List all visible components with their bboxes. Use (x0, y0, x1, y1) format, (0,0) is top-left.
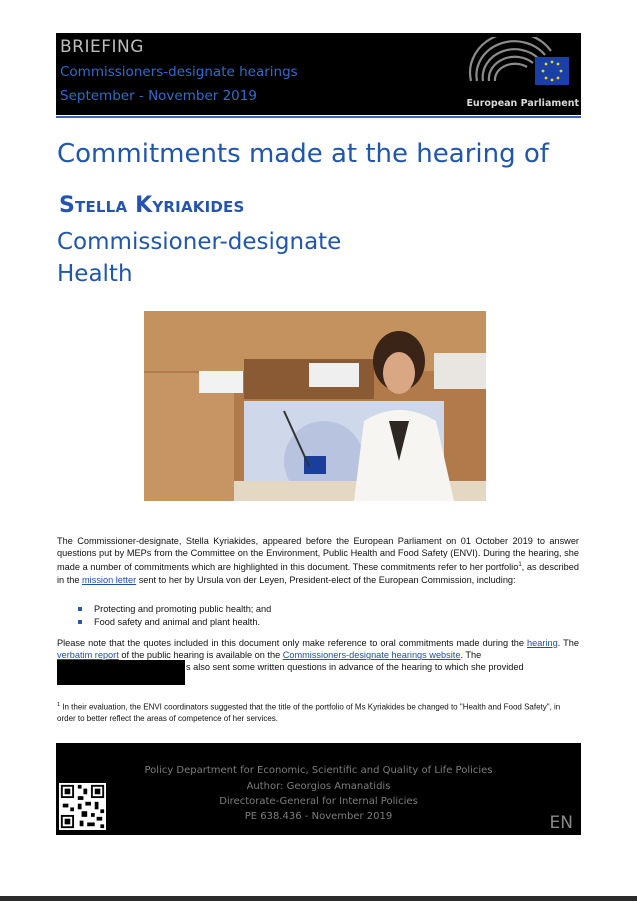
footnote (57, 700, 579, 724)
footnote-text: In their evaluation, the ENVI coordinators suggested that the title of the portfolio of Ms Kyriakides be changed to "Health and Food Safety", in order to better reflect the areas of competence of her services. (57, 702, 561, 723)
note-text-c: of the public hearing is available on the (118, 650, 283, 661)
european-parliament-logo (465, 37, 575, 107)
hearing-link[interactable]: hearing (527, 638, 558, 648)
hearings-website-link[interactable]: Commissioners-designate hearings website (282, 650, 461, 661)
portfolio-title: Health (57, 261, 133, 287)
series-title: Commissioners-designate hearings (60, 64, 298, 80)
portfolio-bullet-list (78, 603, 271, 629)
commissioner-role: Commissioner-designate (57, 229, 342, 255)
page-bottom-edge (0, 896, 637, 901)
bullet-item: Food safety and animal and plant health. (78, 616, 271, 629)
department-label: Policy Department for Economic, Scientific and Quality of Life Policies (144, 765, 493, 776)
language-code: EN (549, 813, 573, 833)
directorate-label: Directorate-General for Internal Policies (219, 796, 418, 807)
briefing-label: BRIEFING (60, 37, 144, 57)
footnote-number: 1 (57, 702, 61, 708)
briefing-header (56, 33, 581, 115)
note-text-b: . The (557, 638, 579, 648)
hearing-photo (144, 311, 486, 501)
author-label: Author: Georgios Amanatidis (246, 781, 391, 792)
commissioner-name: Stella Kyriakides (59, 193, 245, 218)
bullet-item: Protecting and promoting public health; and (78, 603, 271, 616)
intro-text-c: sent to her by Ursula von der Leyen, President-elect of the European Commission, including: (136, 574, 516, 585)
qr-code-icon[interactable] (59, 783, 106, 830)
header-divider (56, 116, 581, 118)
institution-name: European Parliament (466, 98, 579, 109)
mission-letter-link[interactable]: mission letter (82, 574, 137, 585)
intro-paragraph (57, 535, 579, 586)
note-text-d: . The (460, 650, 482, 661)
briefing-footer (56, 743, 581, 835)
period-label: September - November 2019 (60, 88, 257, 104)
intro-text-b: , as described in the (57, 562, 579, 585)
note-text-a: Please note that the quotes included in this document only make reference to oral commitments made during the (57, 638, 528, 648)
verbatim-report-link[interactable]: verbatim report (57, 650, 119, 661)
reference-label: PE 638.436 - November 2019 (244, 811, 393, 822)
footnote-marker: 1 (518, 562, 522, 569)
intro-text-a: The Commissioner-designate, Stella Kyriakides, appeared before the European Parliament on 01 October 2019 to answer questions put by MEPs from the Committee on the Environment, Public Health and Food Safety (ENVI). During the hearing, she made a number of commitments which are highlighted in this document. These commitments refer to her portfolio (57, 536, 579, 573)
redaction-block (57, 660, 185, 685)
document-title: Commitments made at the hearing of (57, 139, 549, 169)
note-text-e: s also sent some written questions in advance of the hearing to which she provided (186, 662, 524, 673)
